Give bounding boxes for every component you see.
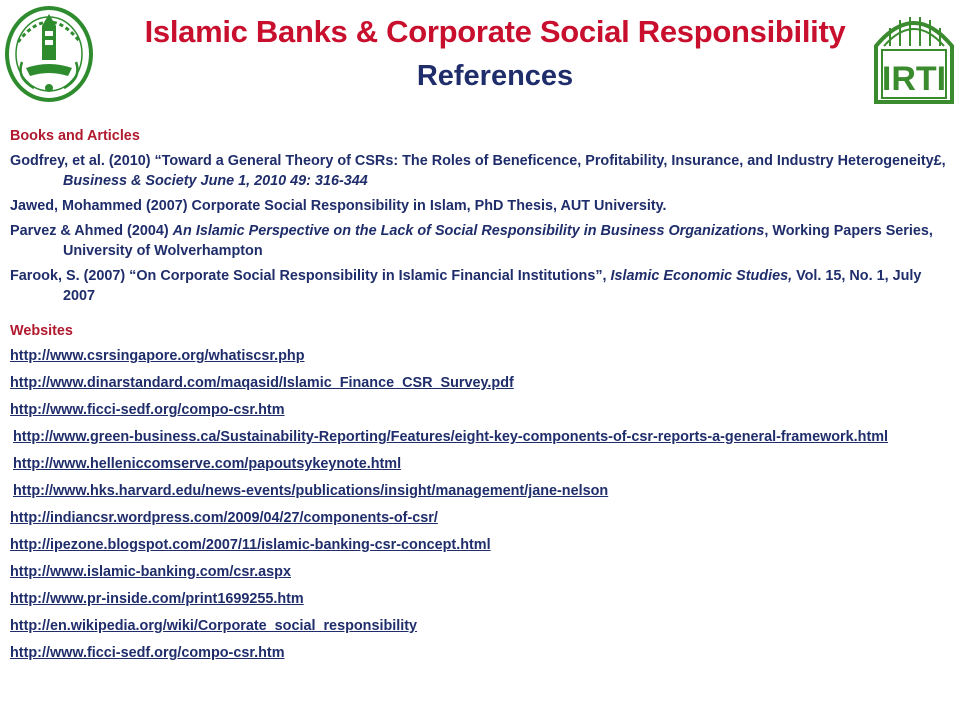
website-link[interactable]: http://www.helleniccomserve.com/papoutsykeynote.html	[13, 456, 402, 472]
website-link[interactable]: http://www.ficci-sedf.org/compo-csr.htm	[10, 402, 285, 418]
website-link[interactable]: http://en.wikipedia.org/wiki/Corporate_social_responsibility	[10, 618, 418, 634]
islamic-development-bank-seal-icon	[4, 4, 94, 104]
reference-item: Farook, S. (2007) “On Corporate Social Responsibility in Islamic Financial Institutions”, Islamic Economic Studies, Vol. 15, No. 1, July 2007	[10, 268, 922, 304]
page-subtitle: References	[416, 60, 574, 92]
irti-logo-text: IRTI	[881, 60, 947, 98]
references-content	[10, 126, 950, 670]
website-link[interactable]: http://www.islamic-banking.com/csr.aspx	[10, 564, 291, 580]
website-link[interactable]: http://www.hks.harvard.edu/news-events/publications/insight/management/jane-nelson	[13, 483, 609, 499]
website-link[interactable]: http://www.csrsingapore.org/whatiscsr.php	[10, 348, 305, 364]
reference-item: Parvez & Ahmed (2004) An Islamic Perspective on the Lack of Social Responsibility in Business Organizations, Working Papers Series, University of Wolverhampton	[10, 223, 933, 259]
website-link[interactable]: http://indiancsr.wordpress.com/2009/04/27/components-of-csr/	[10, 510, 438, 526]
reference-item: Jawed, Mohammed (2007) Corporate Social Responsibility in Islam, PhD Thesis, AUT University.	[10, 198, 667, 214]
websites-heading: Websites	[10, 323, 73, 339]
website-link[interactable]: http://www.pr-inside.com/print1699255.htm	[10, 591, 304, 607]
website-link[interactable]: http://ipezone.blogspot.com/2007/11/islamic-banking-csr-concept.html	[10, 537, 491, 553]
website-link[interactable]: http://www.green-business.ca/Sustainability-Reporting/Features/eight-key-components-of-csr-reports-a-general-framework.html	[13, 429, 889, 445]
reference-item: Godfrey, et al. (2010) “Toward a General Theory of CSRs: The Roles of Beneficence, Profitability, Insurance, and Industry Heterogeneity£, Business & Society June 1, 2010 49: 316-344	[10, 153, 946, 189]
irti-logo-icon	[870, 6, 958, 106]
page-title: Islamic Banks & Corporate Social Responsibility	[144, 14, 846, 49]
books-heading: Books and Articles	[10, 128, 140, 144]
website-link[interactable]: http://www.dinarstandard.com/maqasid/Islamic_Finance_CSR_Survey.pdf	[10, 375, 514, 391]
website-link[interactable]: http://www.ficci-sedf.org/compo-csr.htm	[10, 645, 285, 661]
